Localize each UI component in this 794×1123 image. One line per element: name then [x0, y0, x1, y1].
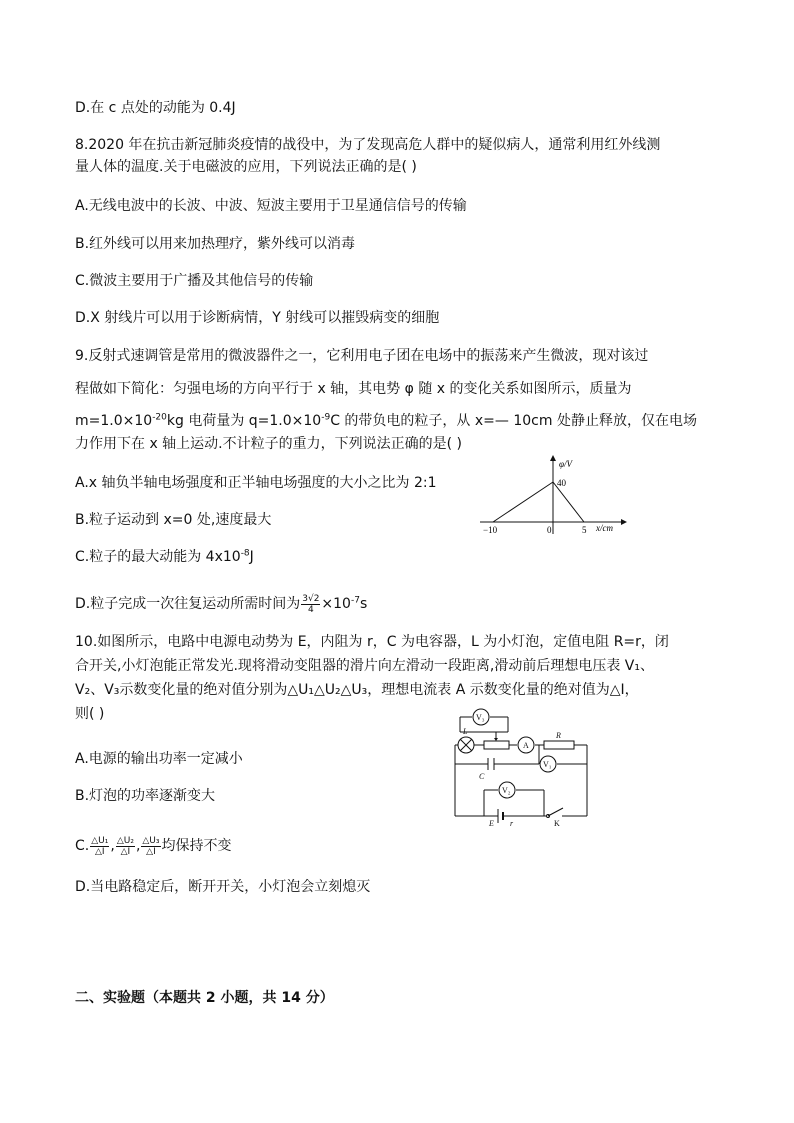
q8-stem-line1: 8.2020 年在抗击新冠肺炎疫情的战役中，为了发现高危人群中的疑似病人，通常利用红外线测	[75, 137, 661, 153]
resistor-r	[544, 741, 574, 749]
q8-option-c: C.微波主要用于广播及其他信号的传输	[75, 273, 314, 289]
q9-mass-text: m=1.0×10	[75, 413, 153, 429]
q9-release-text: C 的带负电的粒子，从 x=— 10cm 处静止释放，仅在电场	[330, 413, 697, 429]
q9-option-d-text: D.粒子完成一次往复运动所需时间为	[75, 596, 301, 612]
q10-option-a: A.电源的输出功率一定减小	[75, 751, 243, 767]
q10-fraction-2	[116, 836, 135, 857]
q8-option-a: A.无线电波中的长波、中波、短波主要用于卫星通信信号的传输	[75, 198, 467, 214]
q9-option-d-exponent: -7	[350, 595, 360, 606]
q9-option-d-fraction	[301, 594, 320, 615]
label-switch: K	[554, 819, 560, 828]
q10-stem-line2: 合开关,小灯泡能正常发光.现将滑动变阻器的滑片向左滑动一段距离,滑动前后理想电压表 V₁、	[75, 658, 654, 674]
q10-stem-line3: V₂、V₃示数变化量的绝对值分别为△U₁△U₂△U₃，理想电流表 A 示数变化量的绝对值为△I，	[75, 682, 639, 698]
switch-blade	[548, 808, 563, 816]
q9-option-b: B.粒子运动到 x=0 处,速度最大	[75, 512, 272, 528]
graph-x-label: x/cm	[596, 523, 613, 533]
q9-charge-text: kg 电荷量为 q=1.0×10	[166, 413, 322, 429]
q10-fraction-1	[90, 836, 109, 857]
q9-stem-line4: 力作用下在 x 轴上运动.不计粒子的重力，下列说法正确的是( )	[75, 436, 463, 452]
label-emf: E	[489, 819, 494, 828]
q10-stem-line4: 则( )	[75, 706, 105, 722]
graph-potential-line	[493, 482, 584, 522]
q10-stem-line1: 10.如图所示，电路中电源电动势为 E，内阻为 r，C 为电容器，L 为小灯泡，定值电阻 R=r，闭	[75, 634, 669, 650]
q9-option-d-power: ×10	[321, 596, 351, 612]
q9-charge-exponent: -9	[321, 412, 331, 423]
label-ammeter: A	[523, 741, 529, 750]
q8-stem-line2: 量人体的温度.关于电磁波的应用，下列说法正确的是( )	[75, 159, 417, 175]
q9-option-c-text: C.粒子的最大动能为 4x10	[75, 549, 241, 565]
graph-origin-label: 0	[547, 525, 552, 535]
label-capacitor: C	[479, 772, 485, 781]
graph-y-label: φ/V	[559, 459, 572, 469]
fraction-3-denominator: △I	[146, 846, 156, 857]
fraction-1-denominator: △I	[95, 846, 105, 857]
label-internal-r: r	[510, 819, 514, 828]
q8-option-d: D.X 射线片可以用于诊断病情，Y 射线可以摧毁病变的细胞	[75, 310, 440, 326]
q8-option-b: B.红外线可以用来加热理疗，紫外线可以消毒	[75, 236, 356, 252]
graph-x-left-label: −10	[483, 525, 498, 535]
q9-option-d	[75, 590, 367, 618]
graph-y-arrow	[550, 455, 556, 461]
graph-x-arrow	[621, 519, 627, 525]
label-v2: V₂	[502, 786, 511, 795]
q7-option-d: D.在 c 点处的动能为 0.4J	[75, 100, 236, 116]
q9-fraction-denominator: 4	[307, 604, 314, 615]
label-resistor: R	[556, 731, 561, 740]
q9-stem-line2: 程做如下简化：匀强电场的方向平行于 x 轴，其电势 φ 随 x 的变化关系如图所示，质量为	[75, 381, 632, 397]
q9-mass-exponent: -20	[152, 412, 167, 423]
q10-option-c-prefix: C.	[75, 838, 90, 854]
q9-stem-line1: 9.反射式速调管是常用的微波器件之一，它利用电子团在电场中的振荡来产生微波，现对该过	[75, 348, 649, 364]
section-title: 二、实验题（本题共 2 小题，共 14 分）	[75, 990, 334, 1006]
graph-peak-label: 40	[557, 478, 566, 488]
q10-option-c: C. $\frac{\text{△U₁}}{\triangle I}$ , $\frac{\text{△U₂}}{\triangle I}$ , $\frac{\text{△U₃}}{\triangle I}$ 均保持不变	[75, 835, 232, 857]
q10-option-b: B.灯泡的功率逐渐变大	[75, 788, 216, 804]
q9-option-d-unit: s	[359, 596, 368, 612]
q10-option-c-suffix: 均保持不变	[161, 838, 232, 854]
q10-fraction-3	[141, 836, 160, 857]
q10-circuit-diagram	[444, 704, 594, 828]
graph-x-right-label: 5	[582, 525, 587, 535]
q9-fraction-numerator: 3√2	[302, 593, 320, 604]
q9-stem-line3	[75, 411, 697, 431]
fraction-1-numerator: △U₁	[91, 835, 109, 846]
q9-option-c-exponent: -8	[240, 548, 250, 559]
q9-option-c-unit: J	[249, 549, 254, 565]
q9-option-c	[75, 547, 254, 567]
fraction-3-numerator: △U₃	[142, 835, 160, 846]
q9-potential-graph	[478, 452, 628, 538]
rheostat	[484, 741, 509, 749]
q9-option-a: A.x 轴负半轴电场强度和正半轴电场强度的大小之比为 2:1	[75, 475, 437, 491]
label-v3: V₃	[476, 713, 485, 722]
q10-option-d: D.当电路稳定后，断开开关，小灯泡会立刻熄灭	[75, 879, 371, 895]
fraction-2-denominator: △I	[120, 846, 131, 857]
fraction-2-numerator: △U₂	[116, 835, 134, 846]
label-lamp: L	[463, 727, 468, 736]
label-v1: V₁	[543, 760, 552, 769]
